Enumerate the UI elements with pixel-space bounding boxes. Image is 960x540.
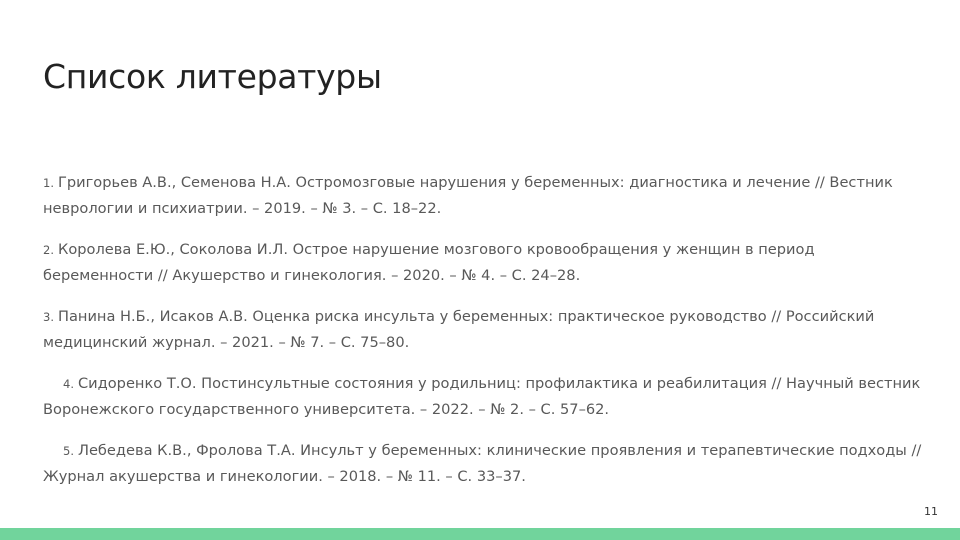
reference-number: 1.	[43, 176, 54, 190]
slide-title: Список литературы	[43, 57, 382, 96]
reference-text: Лебедева К.В., Фролова Т.А. Инсульт у беременных: клинические проявления и терапевтические подходы // Журнал акушерства и гинекологии. – 2018. – № 11. – С. 33–37.	[43, 442, 922, 485]
reference-item	[43, 170, 928, 222]
reference-item	[43, 237, 928, 289]
reference-number: 2.	[43, 243, 54, 257]
reference-text: Королева Е.Ю., Соколова И.Л. Острое нарушение мозгового кровообращения у женщин в период беременности // Акушерство и гинекология. – 2020. – № 4. – С. 24–28.	[43, 241, 815, 284]
reference-list	[43, 170, 928, 505]
reference-text: Григорьев А.В., Семенова Н.А. Остромозговые нарушения у беременных: диагностика и лечение // Вестник неврологии и психиатрии. – 2019. – № 3. – С. 18–22.	[43, 174, 893, 217]
page-number: 11	[924, 505, 938, 518]
reference-text: Сидоренко Т.О. Постинсультные состояния у родильниц: профилактика и реабилитация // Научный вестник Воронежского государственного университета. – 2022. – № 2. – С. 57–62.	[43, 375, 921, 418]
bottom-accent-bar	[0, 528, 960, 540]
reference-number: 3.	[43, 310, 54, 324]
reference-number: 4.	[63, 377, 74, 391]
reference-item	[43, 438, 928, 490]
reference-text: Панина Н.Б., Исаков А.В. Оценка риска инсульта у беременных: практическое руководство // Российский медицинский журнал. – 2021. – № 7. – С. 75–80.	[43, 308, 875, 351]
reference-item	[43, 304, 928, 356]
reference-item	[43, 371, 928, 423]
reference-number: 5.	[63, 444, 74, 458]
